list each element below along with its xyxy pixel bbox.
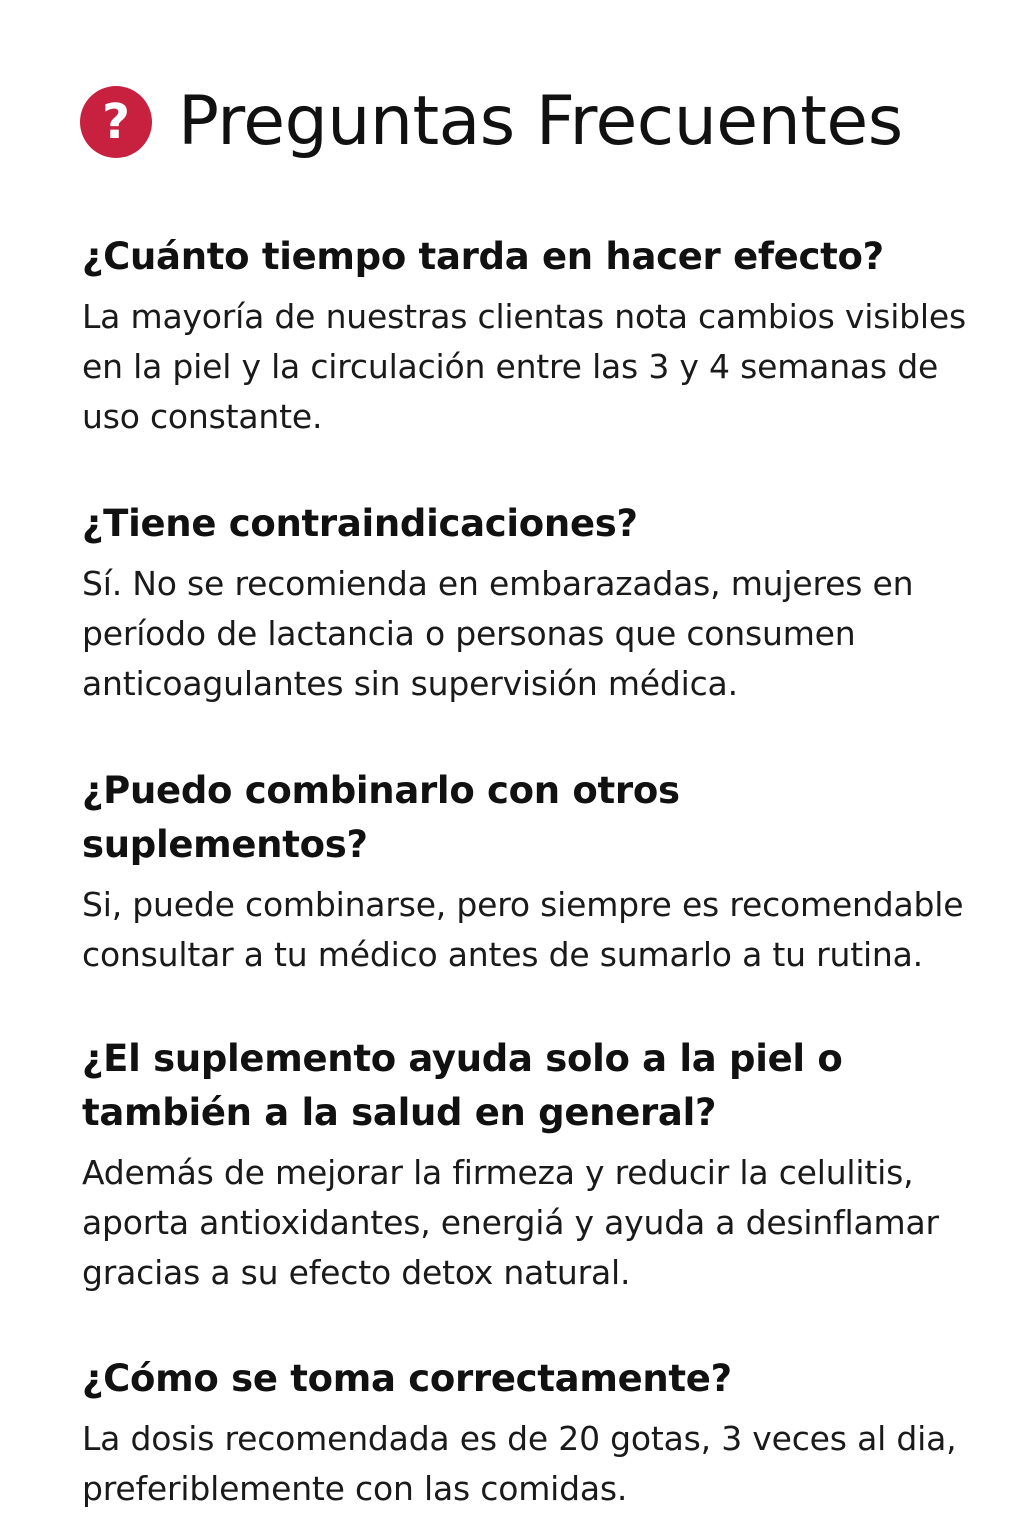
page-title: Preguntas Frecuentes <box>178 82 903 161</box>
faq-answer: La dosis recomendada es de 20 gotas, 3 veces al dia, preferiblemente con las comidas. <box>82 1419 957 1508</box>
faq-answer: Además de mejorar la firmeza y reducir la celulitis, aporta antioxidantes, energiá y ayuda a desinflamar gracias a su efecto detox natural. <box>82 1153 939 1292</box>
faq-question: ¿Tiene contraindicaciones? <box>82 502 638 545</box>
faq-question: ¿El suplemento ayuda solo a la piel o también a la salud en general? <box>82 1037 843 1134</box>
faq-answer: La mayoría de nuestras clientas nota cambios visibles en la piel y la circulación entre las 3 y 4 semanas de uso constante. <box>82 297 966 436</box>
faq-item <box>82 1032 972 1298</box>
faq-item <box>82 764 972 980</box>
faq-question: ¿Cómo se toma correctamente? <box>82 1357 732 1400</box>
faq-question: ¿Puedo combinarlo con otros suplementos? <box>82 769 680 866</box>
faq-answer: Si, puede combinarse, pero siempre es recomendable consultar a tu médico antes de sumarlo a tu rutina. <box>82 885 964 974</box>
faq-answer: Sí. No se recomienda en embarazadas, mujeres en período de lactancia o personas que consumen anticoagulantes sin supervisión médica. <box>82 564 914 703</box>
faq-item <box>82 1352 972 1514</box>
faq-item <box>82 230 972 442</box>
faq-item <box>82 497 972 709</box>
faq-question: ¿Cuánto tiempo tarda en hacer efecto? <box>82 235 884 278</box>
faq-header <box>80 82 903 161</box>
question-circle-icon: ? <box>80 86 152 158</box>
